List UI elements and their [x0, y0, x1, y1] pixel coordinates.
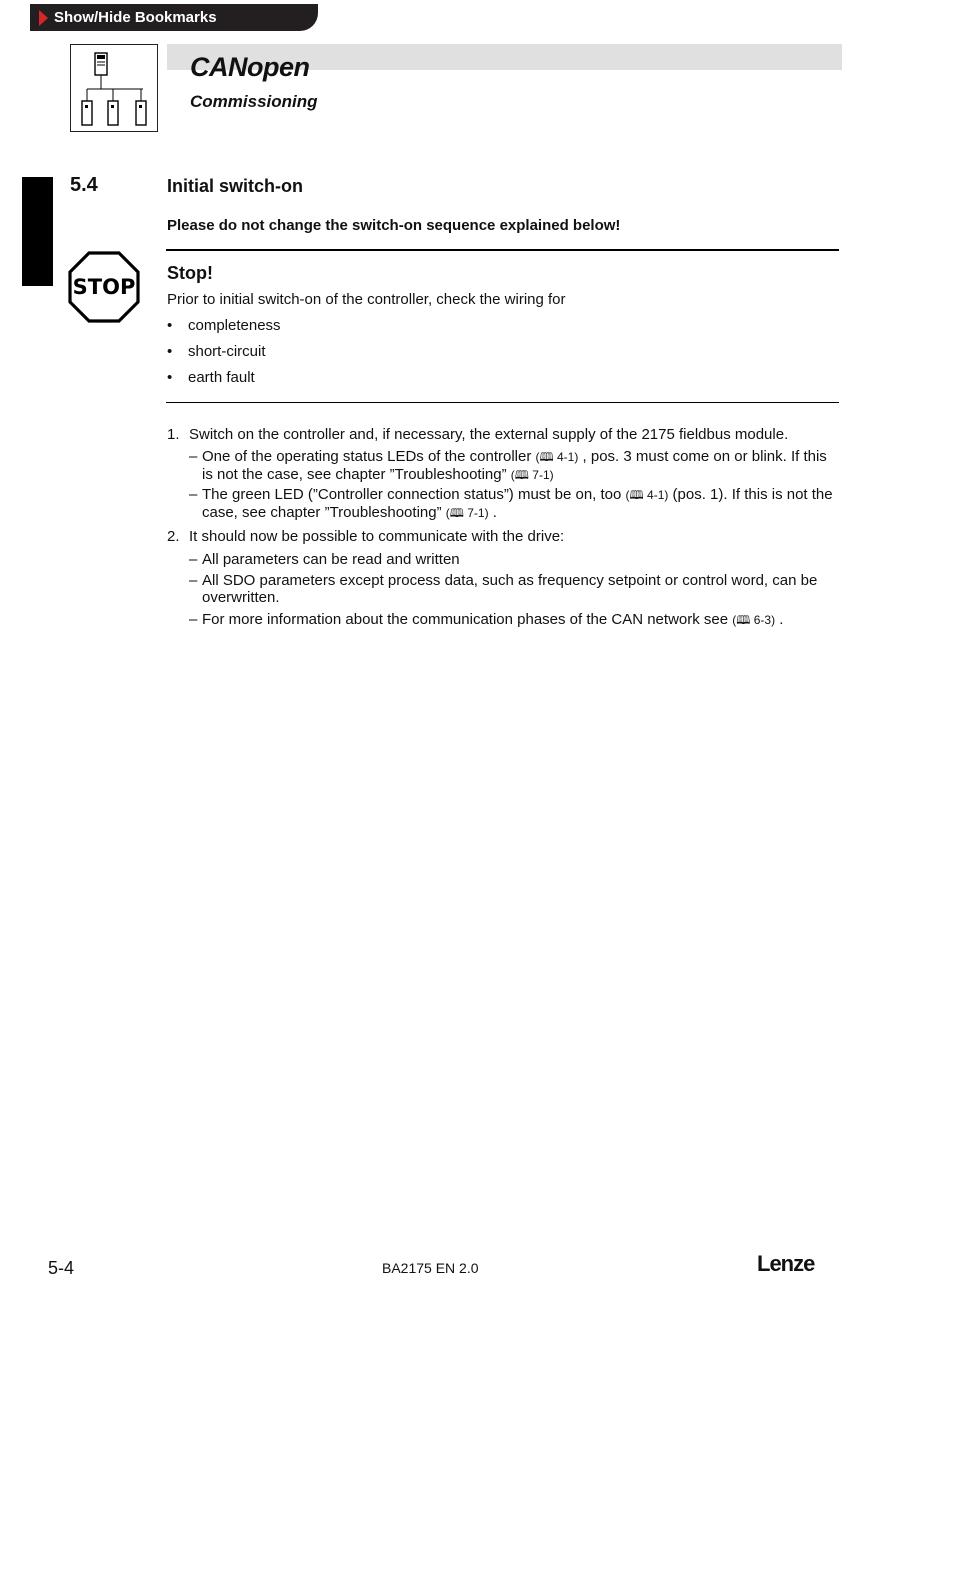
bookmarks-label: Show/Hide Bookmarks — [54, 9, 217, 26]
page-ref-link[interactable]: (🕮 4-1) — [625, 488, 669, 502]
page-title: CANopen — [190, 52, 310, 82]
warning-text: Please do not change the switch-on sequence explained below! — [167, 217, 621, 234]
list-item: • short-circuit — [167, 343, 266, 360]
page-ref-link[interactable]: (🕮 6-3) — [732, 613, 776, 627]
show-hide-bookmarks-button[interactable] — [30, 4, 318, 31]
triangle-right-icon — [39, 10, 48, 26]
check-list — [167, 317, 281, 395]
document-id: BA2175 EN 2.0 — [382, 1260, 479, 1276]
step-1-sub-1: – One of the operating status LEDs of the controller (🕮 4-1) , pos. 3 must come on or blink. If this is not the case, see chapter ”Troubleshooting” (🕮 7-1) — [189, 448, 827, 483]
section-number: 5.4 — [70, 174, 98, 196]
network-topology-icon — [70, 44, 158, 132]
page-ref-link[interactable]: (🕮 7-1) — [445, 506, 489, 520]
page-number: 5-4 — [48, 1258, 75, 1278]
divider — [166, 402, 839, 403]
page-ref-link[interactable]: (🕮 4-1) — [535, 450, 579, 464]
stop-sign-icon — [67, 250, 141, 324]
stop-sign-text: STOP — [72, 275, 136, 299]
page-ref-link[interactable]: (🕮 7-1) — [510, 468, 554, 482]
stop-intro: Prior to initial switch-on of the controller, check the wiring for — [167, 291, 566, 308]
list-item: • completeness — [167, 317, 281, 334]
brand-logo: Lenze — [757, 1251, 815, 1276]
chapter-marker — [22, 177, 53, 286]
divider — [166, 249, 839, 251]
step-2-sub-1: – All parameters can be read and written — [189, 551, 460, 568]
step-1: 1. Switch on the controller and, if necessary, the external supply of the 2175 fieldbus module. — [167, 426, 789, 443]
section-title: Initial switch-on — [167, 176, 304, 196]
step-2-sub-3: – For more information about the communication phases of the CAN network see (🕮 6-3) . — [189, 611, 784, 628]
step-2-sub-2: – All SDO parameters except process data, such as frequency setpoint or control word, can be overwritten. — [189, 572, 818, 606]
step-1-sub-2: – The green LED (”Controller connection status”) must be on, too (🕮 4-1) (pos. 1). If this is not the case, see chapter ”Troubleshooting” (🕮 7-1) . — [189, 486, 833, 521]
page-subtitle: Commissioning — [190, 92, 318, 111]
list-item: • earth fault — [167, 369, 255, 386]
step-2: 2. It should now be possible to communicate with the drive: — [167, 528, 565, 545]
stop-heading: Stop! — [167, 263, 213, 283]
